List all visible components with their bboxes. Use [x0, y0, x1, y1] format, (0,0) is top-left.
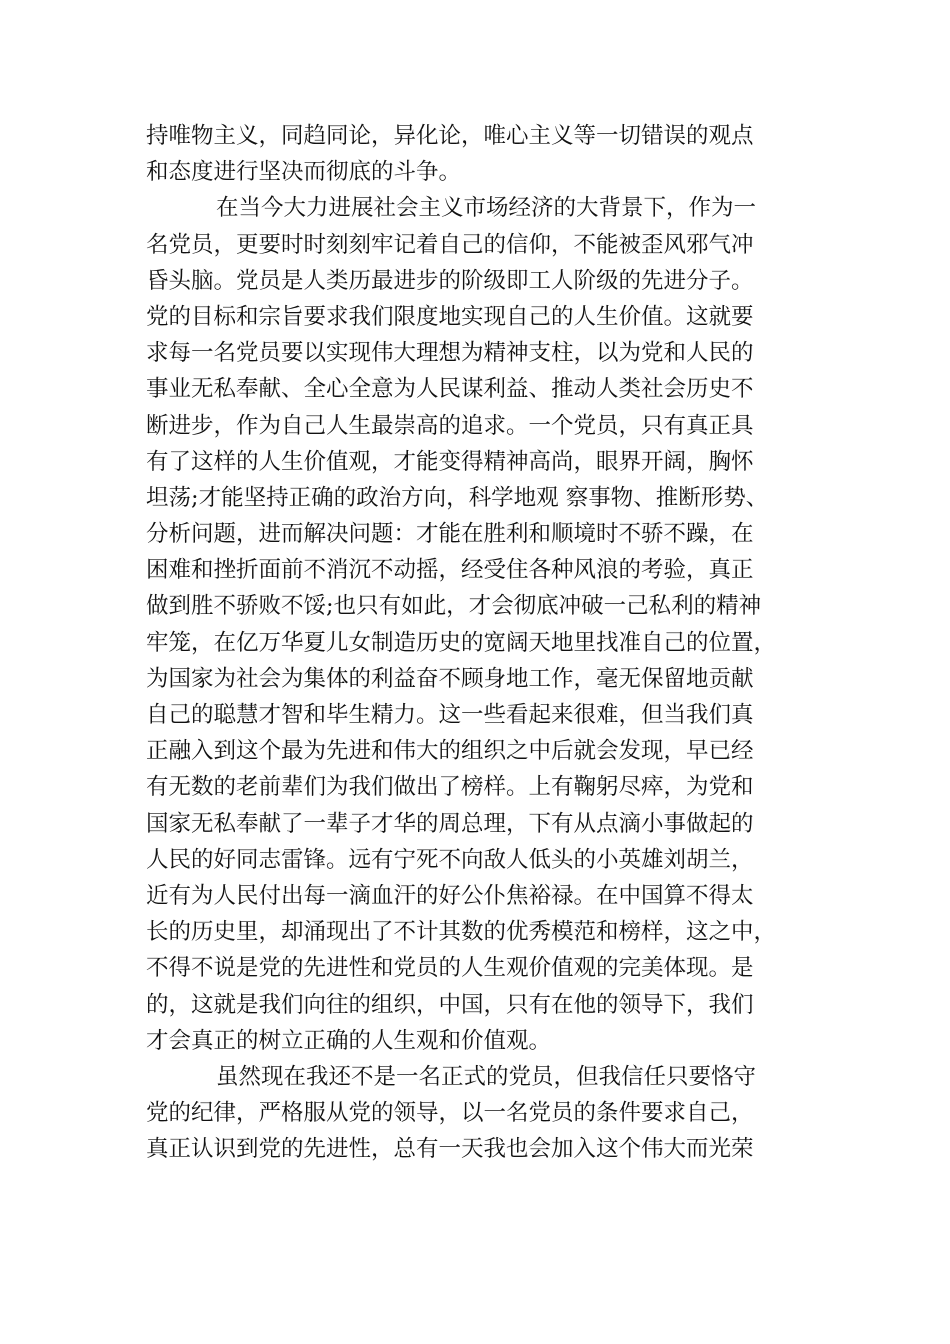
- text-line: 坦荡;才能坚持正确的政治方向，科学地观 察事物、推断形势、: [146, 484, 769, 511]
- text-line: 持唯物主义，同趋同论，异化论，唯心主义等一切错误的观点: [146, 123, 754, 149]
- text-line: 为国家为社会为集体的利益奋不顾身地工作，毫无保留地贡献: [146, 665, 754, 692]
- text-line: 自己的聪慧才智和毕生精力。这一些看起来很难，但当我们真: [146, 702, 754, 728]
- text-line: 的，这就是我们向往的组织，中国，只有在他的领导下，我们: [146, 991, 754, 1018]
- text-line: 真正认识到党的先进性，总有一天我也会加入这个伟大而光荣: [146, 1136, 754, 1163]
- text-line: 断进步，作为自己人生最崇高的追求。一个党员，只有真正具: [146, 412, 754, 439]
- text-line: 求每一名党员要以实现伟大理想为精神支柱，以为党和人民的: [146, 340, 754, 367]
- text-line: 事业无私奉献、全心全意为人民谋利益、推动人类社会历史不: [146, 376, 754, 403]
- text-line: 长的历史里，却涌现出了不计其数的优秀模范和榜样，这之中，: [146, 919, 777, 946]
- text-line: 分析问题，进而解决问题：才能在胜利和顺境时不骄不躁，在: [146, 521, 754, 548]
- text-line: 困难和挫折面前不消沉不动摇，经受住各种风浪的考验，真正: [146, 557, 754, 584]
- text-line: 正融入到这个最为先进和伟大的组织之中后就会发现，早已经: [146, 738, 754, 765]
- text-line: 党的目标和宗旨要求我们限度地实现自己的人生价值。这就要: [146, 303, 754, 330]
- text-line: 有了这样的人生价值观，才能变得精神高尚，眼界开阔，胸怀: [146, 448, 754, 475]
- text-line: 人民的好同志雷锋。远有宁死不向敌人低头的小英雄刘胡兰，: [146, 846, 754, 873]
- text-line: 不得不说是党的先进性和党员的人生观价值观的完美体现。是: [146, 955, 754, 982]
- text-line: 才会真正的树立正确的人生观和价值观。: [146, 1027, 552, 1054]
- text-line: 牢笼，在亿万华夏儿女制造历史的宽阔天地里找准自己的位置，: [146, 629, 777, 656]
- body-text: [146, 118, 806, 1167]
- text-line: 有无数的老前辈们为我们做出了榜样。上有鞠躬尽瘁，为党和: [146, 774, 754, 801]
- text-line: 名党员，更要时时刻刻牢记着自己的信仰，不能被歪风邪气冲: [146, 231, 754, 258]
- text-line: 和态度进行坚决而彻底的斗争。: [146, 159, 462, 186]
- text-line: 做到胜不骄败不馁;也只有如此，才会彻底冲破一己私利的精神: [146, 593, 762, 620]
- text-line: 昏头脑。党员是人类历最进步的阶级即工人阶级的先进分子。: [146, 267, 754, 294]
- paragraph-start-line: 在当今大力进展社会主义市场经济的大背景下，作为一: [216, 195, 757, 222]
- text-line: 近有为人民付出每一滴血汗的好公仆焦裕禄。在中国算不得太: [146, 882, 754, 909]
- text-line: 国家无私奉献了一辈子才华的周总理，下有从点滴小事做起的: [146, 810, 754, 837]
- paragraph-start-line: 虽然现在我还不是一名正式的党员，但我信任只要恪守: [216, 1063, 757, 1090]
- text-line: 党的纪律，严格服从党的领导，以一名党员的条件要求自己，: [146, 1100, 754, 1127]
